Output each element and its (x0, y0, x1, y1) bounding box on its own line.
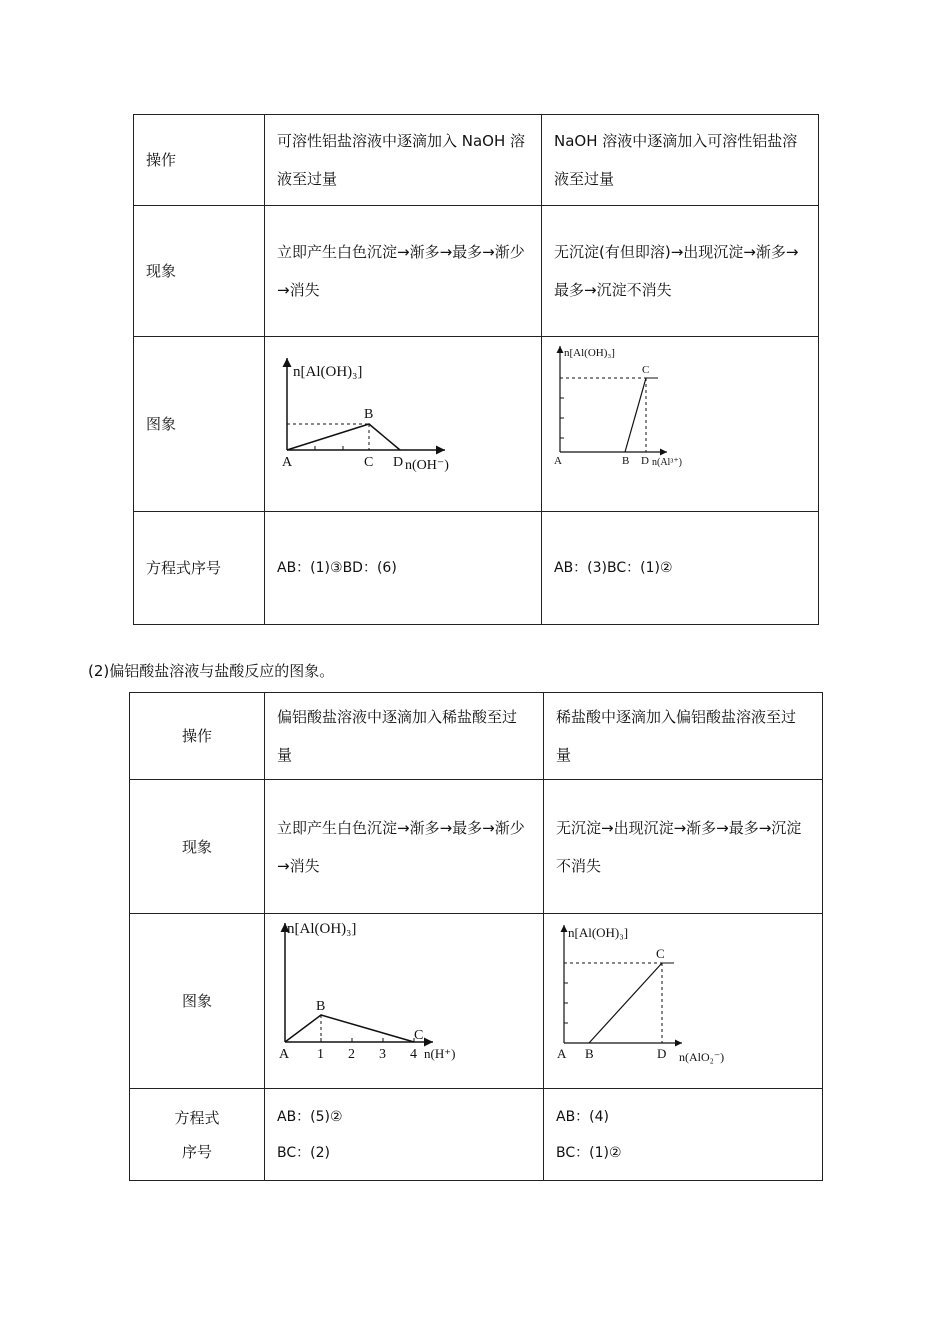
row-label-graph: 图象 (134, 337, 265, 512)
curve-line (589, 963, 662, 1043)
point-b: B (585, 1045, 594, 1061)
row-label-equation (130, 1089, 265, 1181)
cell-operation-2: NaOH 溶液中逐滴加入可溶性铝盐溶液至过量 (542, 115, 819, 206)
point-a: A (282, 454, 293, 470)
cell-phenomenon-2: 无沉淀→出现沉淀→渐多→最多→沉淀不消失 (544, 780, 823, 914)
equation-1-ab: AB：(5)② (277, 1108, 343, 1125)
graph-alcl3-naoh (265, 338, 541, 511)
row-label-phenomenon: 现象 (134, 206, 265, 337)
cell-equation-2 (544, 1089, 823, 1181)
row-label-operation: 操作 (134, 115, 265, 206)
y-axis-label: n[Al(OH)₃] (287, 920, 357, 937)
curve-line (625, 378, 646, 452)
point-c: C (414, 1027, 424, 1043)
x-axis-label: n(H⁺) (424, 1045, 456, 1061)
cell-phenomenon-1: 立即产生白色沉淀→渐多→最多→渐少→消失 (265, 780, 544, 914)
row-label-operation: 操作 (130, 693, 265, 780)
tick-4: 4 (410, 1046, 417, 1062)
cell-phenomenon-2: 无沉淀(有但即溶)→出现沉淀→渐多→最多→沉淀不消失 (542, 206, 819, 337)
point-b: B (364, 406, 374, 422)
tick-1: 1 (317, 1046, 324, 1062)
point-c: C (656, 945, 665, 961)
tick-3: 3 (379, 1046, 386, 1062)
table-aluminum-salt-naoh (133, 114, 819, 625)
point-c: C (364, 454, 374, 470)
point-d: D (657, 1045, 667, 1061)
point-d: D (641, 454, 649, 467)
graph-cell-3 (265, 914, 544, 1089)
y-axis-label: n[Al(OH)₃] (568, 924, 629, 940)
equation-2-bc: BC：(1)② (556, 1144, 622, 1161)
curve-line (285, 1015, 414, 1042)
graph-aluminate-hcl (265, 915, 543, 1088)
graph-cell-4 (544, 914, 823, 1089)
cell-phenomenon-1: 立即产生白色沉淀→渐多→最多→渐少→消失 (265, 206, 542, 337)
cell-equation-1 (265, 1089, 544, 1181)
cell-equation-2: AB：(3)BC：(1)② (542, 512, 819, 625)
cell-operation-1: 偏铝酸盐溶液中逐滴加入稀盐酸至过量 (265, 693, 544, 780)
point-a: A (554, 454, 562, 467)
point-c: C (642, 363, 650, 376)
graph-naoh-alcl3 (542, 338, 818, 511)
point-a: A (557, 1045, 567, 1061)
row-label-equation: 方程式序号 (134, 512, 265, 625)
cell-equation-1: AB：(1)③BD：(6) (265, 512, 542, 625)
point-a: A (279, 1046, 290, 1062)
row-label-graph: 图象 (130, 914, 265, 1089)
graph-cell-1 (265, 337, 542, 512)
graph-cell-2 (542, 337, 819, 512)
row-label-phenomenon: 现象 (130, 780, 265, 914)
equation-label-line1: 方程式 (174, 1108, 220, 1127)
cell-operation-1: 可溶性铝盐溶液中逐滴加入 NaOH 溶液至过量 (265, 115, 542, 206)
tick-2: 2 (348, 1046, 355, 1062)
x-axis-label: n(OH⁻) (405, 457, 449, 473)
equation-2-ab: AB：(4) (556, 1108, 610, 1125)
y-axis-label: n[Al(OH)₃] (564, 346, 615, 359)
point-b: B (622, 454, 630, 467)
x-axis-label: n(Al³⁺) (652, 456, 682, 468)
table-aluminate-hcl (129, 692, 823, 1181)
cell-operation-2: 稀盐酸中逐滴加入偏铝酸盐溶液至过量 (544, 693, 823, 780)
point-d: D (393, 454, 404, 470)
point-b: B (316, 998, 326, 1014)
graph-hcl-aluminate (544, 915, 822, 1088)
equation-label-line2: 序号 (181, 1142, 212, 1161)
x-axis-label: n(AlO₂⁻) (679, 1049, 725, 1064)
equation-1-bc: BC：(2) (277, 1144, 330, 1161)
section-caption: (2)偏铝酸盐溶液与盐酸反应的图象。 (88, 662, 335, 680)
y-axis-label: n[Al(OH)₃] (293, 363, 363, 380)
